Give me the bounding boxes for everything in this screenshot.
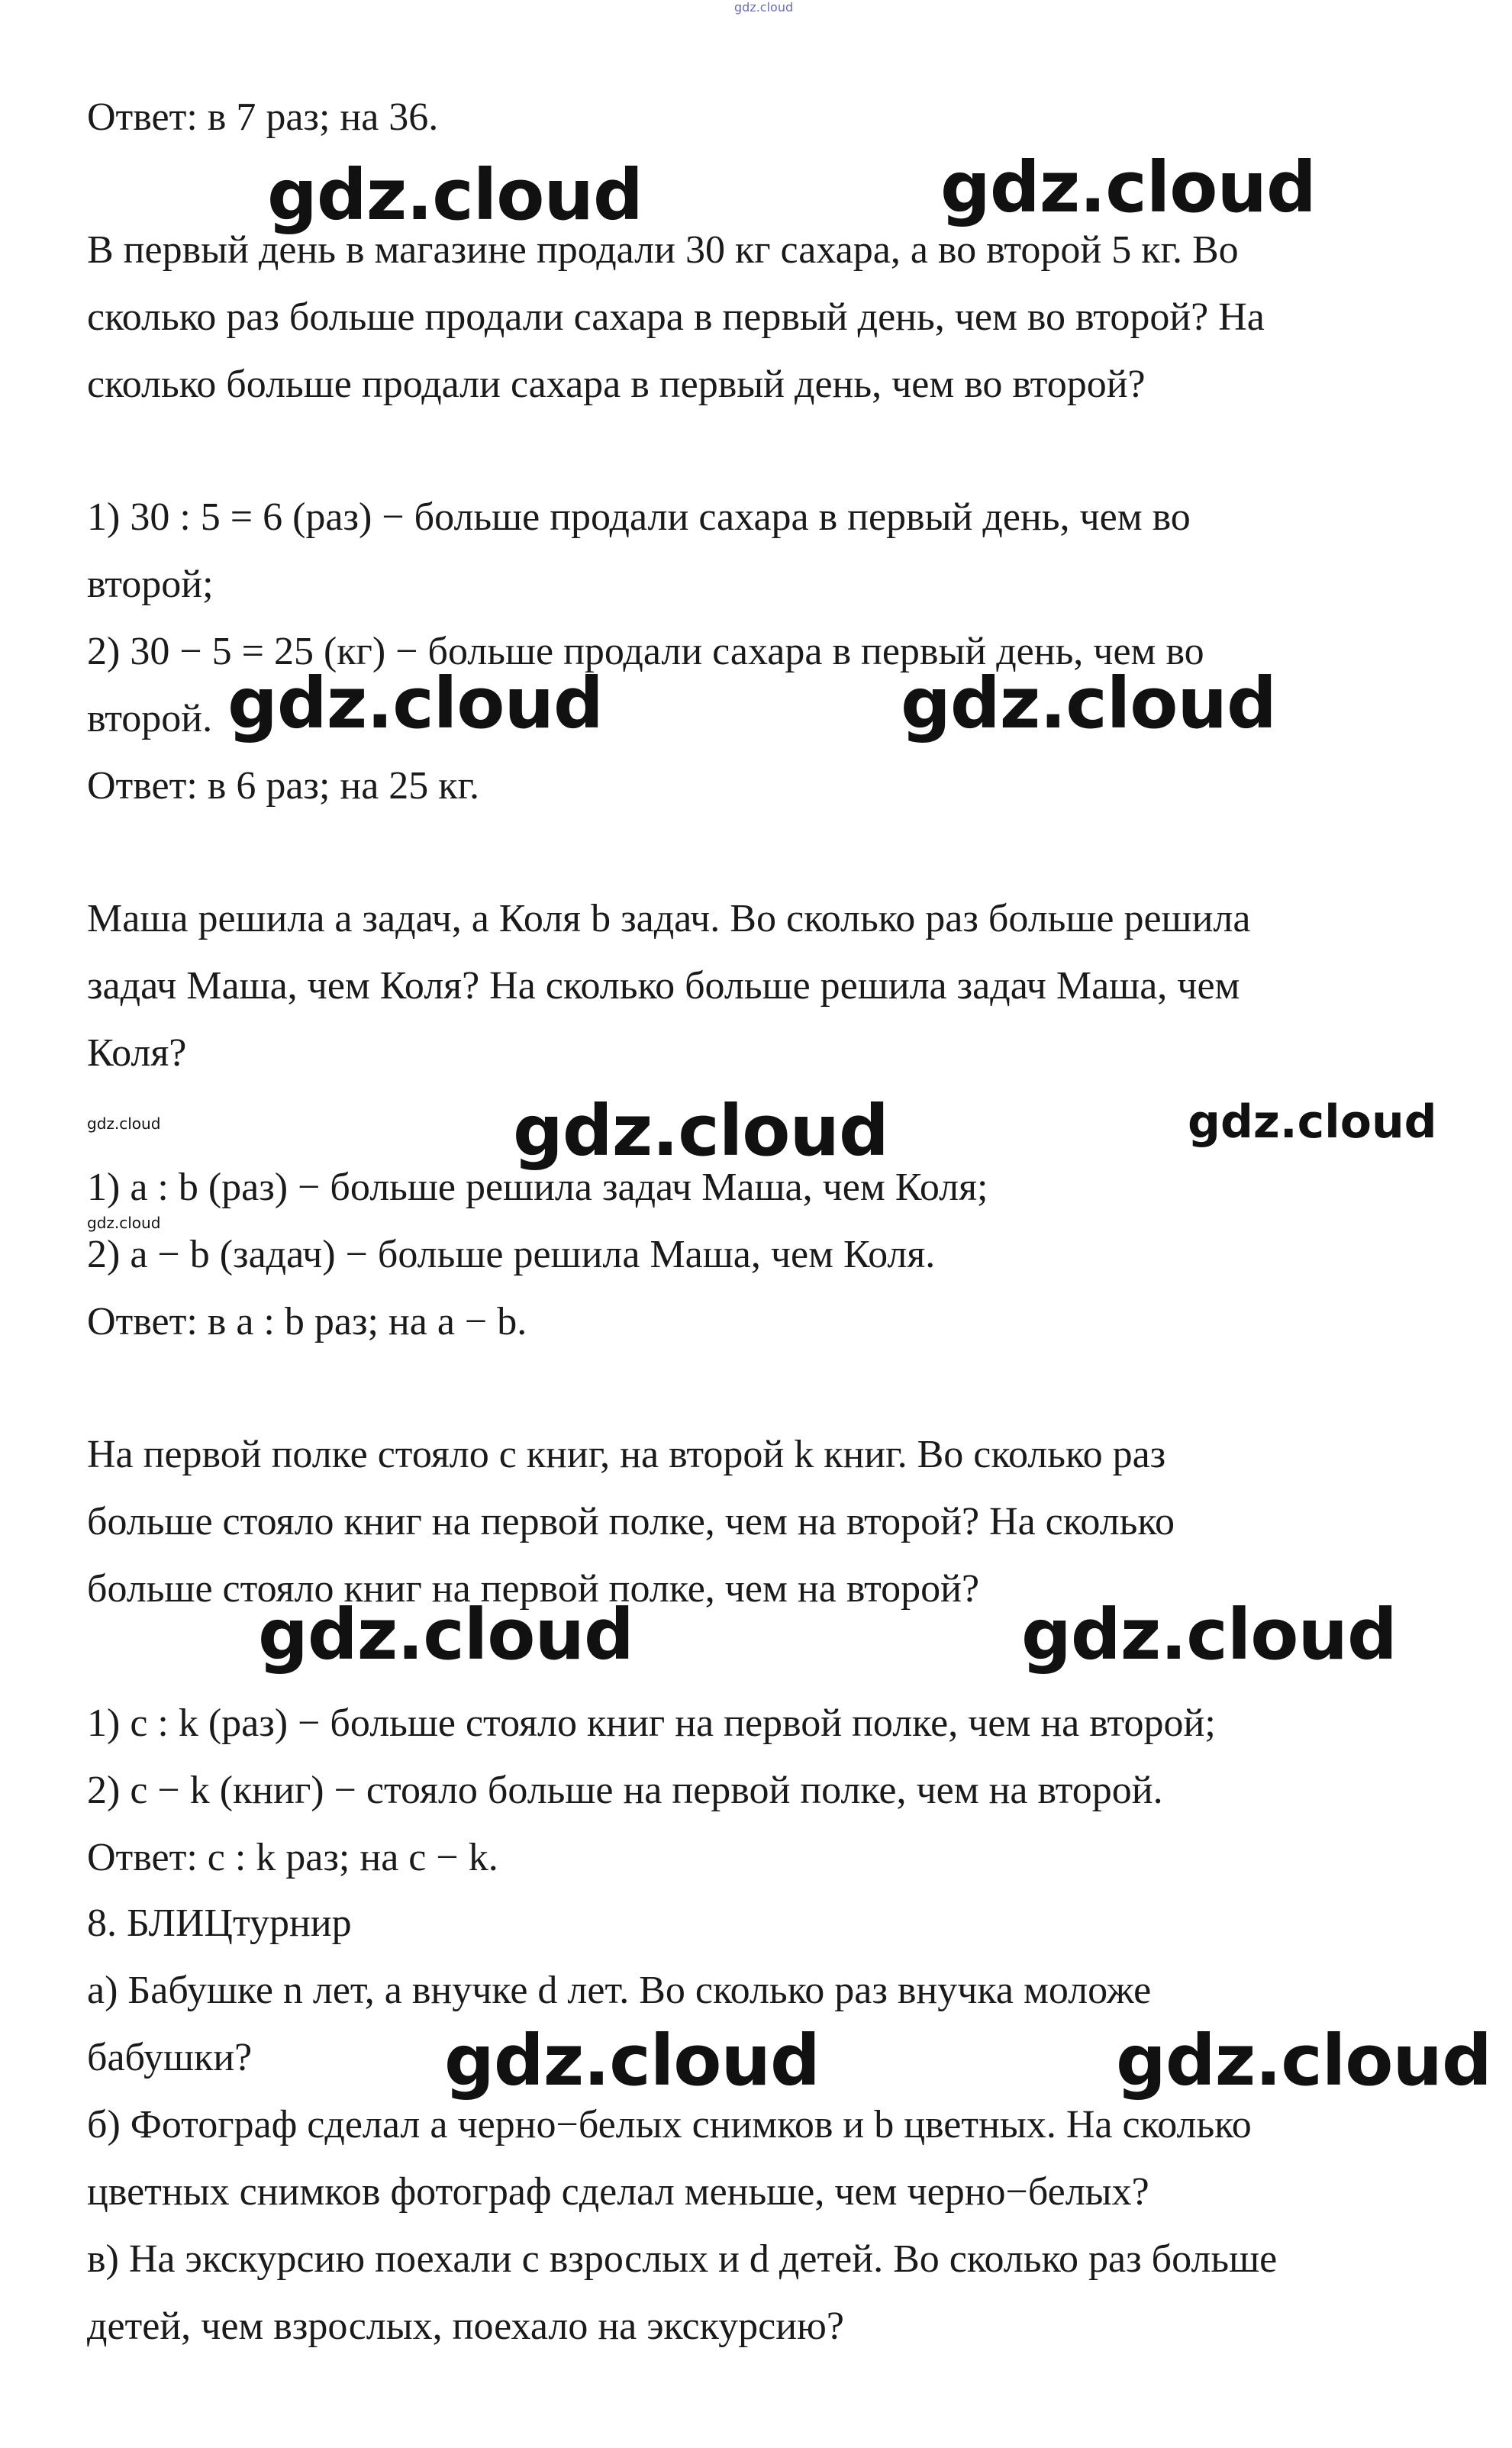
- text-line: 2) c − k (книг) − стояло больше на первой полке, чем на второй.: [87, 1769, 1163, 1812]
- text-line: больше стояло книг на первой полке, чем на второй?: [87, 1567, 980, 1611]
- text-line: сколько больше продали сахара в первый день, чем во второй?: [87, 363, 1146, 406]
- watermark: gdz.cloud: [1188, 1095, 1437, 1149]
- text-line: Ответ: в 6 раз; на 25 кг.: [87, 764, 480, 808]
- text-line: На первой полке стояло c книг, на второй k книг. Во сколько раз: [87, 1433, 1166, 1476]
- text-line: в) На экскурсию поехали c взрослых и d детей. Во сколько раз больше: [87, 2237, 1278, 2281]
- text-line: Ответ: в a : b раз; на a − b.: [87, 1300, 527, 1343]
- text-line: задач Маша, чем Коля? На сколько больше решила задач Маша, чем: [87, 964, 1240, 1008]
- watermark-small: gdz.cloud: [87, 1114, 161, 1133]
- text-line: бабушки?: [87, 2036, 253, 2079]
- text-line: цветных снимков фотограф сделал меньше, чем черно−белых?: [87, 2170, 1149, 2214]
- watermark: gdz.cloud: [227, 663, 603, 744]
- text-line: Ответ: c : k раз; на c − k.: [87, 1836, 498, 1879]
- header-watermark: gdz.cloud: [734, 0, 794, 15]
- watermark: gdz.cloud: [444, 2020, 820, 2101]
- text-line: 8. БЛИЦтурнир: [87, 1901, 352, 1945]
- watermark: gdz.cloud: [513, 1090, 888, 1172]
- text-line: б) Фотограф сделал a черно−белых снимков и b цветных. На сколько: [87, 2103, 1252, 2146]
- text-line: В первый день в магазине продали 30 кг сахара, а во второй 5 кг. Во: [87, 228, 1239, 272]
- text-line: а) Бабушке n лет, а внучке d лет. Во сколько раз внучка моложе: [87, 1969, 1152, 2012]
- text-line: 2) 30 − 5 = 25 (кг) − больше продали сахара в первый день, чем во: [87, 630, 1204, 673]
- text-line: Ответ: в 7 раз; на 36.: [87, 95, 439, 139]
- text-line: Маша решила a задач, а Коля b задач. Во сколько раз больше решила: [87, 897, 1251, 940]
- watermark: gdz.cloud: [940, 147, 1316, 228]
- text-line: второй;: [87, 563, 214, 606]
- text-line: 1) c : k (раз) − больше стояло книг на первой полке, чем на второй;: [87, 1701, 1216, 1745]
- watermark: gdz.cloud: [1021, 1594, 1397, 1676]
- text-line: больше стояло книг на первой полке, чем на второй? На сколько: [87, 1500, 1175, 1543]
- text-line: 2) a − b (задач) − больше решила Маша, чем Коля.: [87, 1233, 936, 1276]
- text-line: Коля?: [87, 1031, 187, 1075]
- watermark: gdz.cloud: [901, 663, 1276, 744]
- text-line: сколько раз больше продали сахара в первый день, чем во второй? На: [87, 295, 1265, 339]
- watermark-small: gdz.cloud: [87, 1214, 161, 1232]
- watermark: gdz.cloud: [1116, 2020, 1491, 2101]
- watermark: gdz.cloud: [258, 1594, 633, 1676]
- text-line: 1) 30 : 5 = 6 (раз) − больше продали сахара в первый день, чем во: [87, 495, 1191, 539]
- text-line: детей, чем взрослых, поехало на экскурсию?: [87, 2304, 844, 2348]
- watermark: gdz.cloud: [267, 154, 643, 236]
- text-line: 1) a : b (раз) − больше решила задач Маша, чем Коля;: [87, 1166, 988, 1209]
- text-line: второй.: [87, 697, 213, 740]
